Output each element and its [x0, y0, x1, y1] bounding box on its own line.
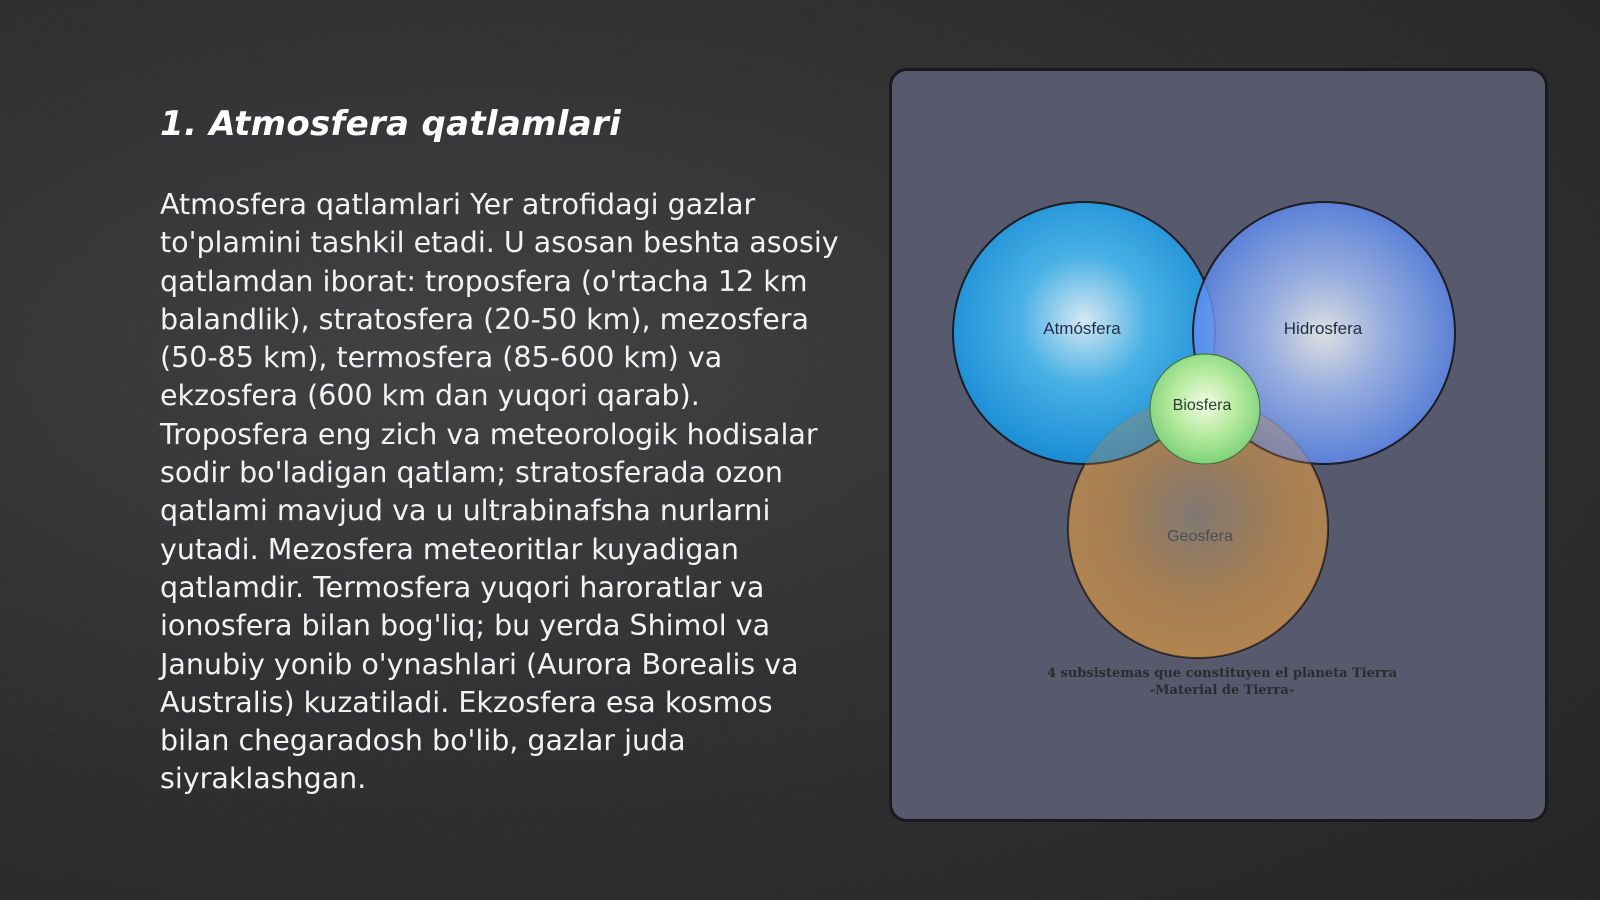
diagram-panel [889, 68, 1548, 822]
diagram-caption [1012, 665, 1432, 699]
geosphere-label: Geosfera [1167, 528, 1233, 545]
biosphere-label: Biosfera [1172, 397, 1232, 414]
earth-subsystems-venn-diagram [892, 71, 1545, 819]
atmosphere-label: Atmósfera [1043, 319, 1121, 338]
hydrosphere-label: Hidrosfera [1283, 319, 1363, 338]
slide-title: 1. Atmosfera qatlamlari [160, 104, 622, 144]
slide-body-text: Atmosfera qatlamlari Yer atrofidagi gazlar to'plamini tashkil etadi. U asosan beshta asosiy qatlamdan iborat: troposfera (o'rtacha 12 km balandlik), stratosfera (20-50 km), mezosfera (50-85 km), termosfera (85-600 km) va ekzosfera (600 km dan yuqori qarab). Troposfera eng zich va meteorologik hodisalar sodir bo'ladigan qatlam; stratosferada ozon qatlami mavjud va u ultrabinafsha nurlarni yutadi. Mezosfera meteoritlar kuyadigan qatlamdir. Termosfera yuqori haroratlar va ionosfera bilan bog'liq; bu yerda Shimol va Janubiy yonib o'ynashlari (Aurora Borealis va Australis) kuzatiladi. Ekzosfera esa kosmos bilan chegaradosh bo'lib, gazlar juda siyraklashgan. [160, 188, 839, 796]
caption-line-2: -Material de Tierra- [1149, 683, 1295, 698]
caption-line-1: 4 subsistemas que constituyen el planeta Tierra [1046, 666, 1398, 681]
